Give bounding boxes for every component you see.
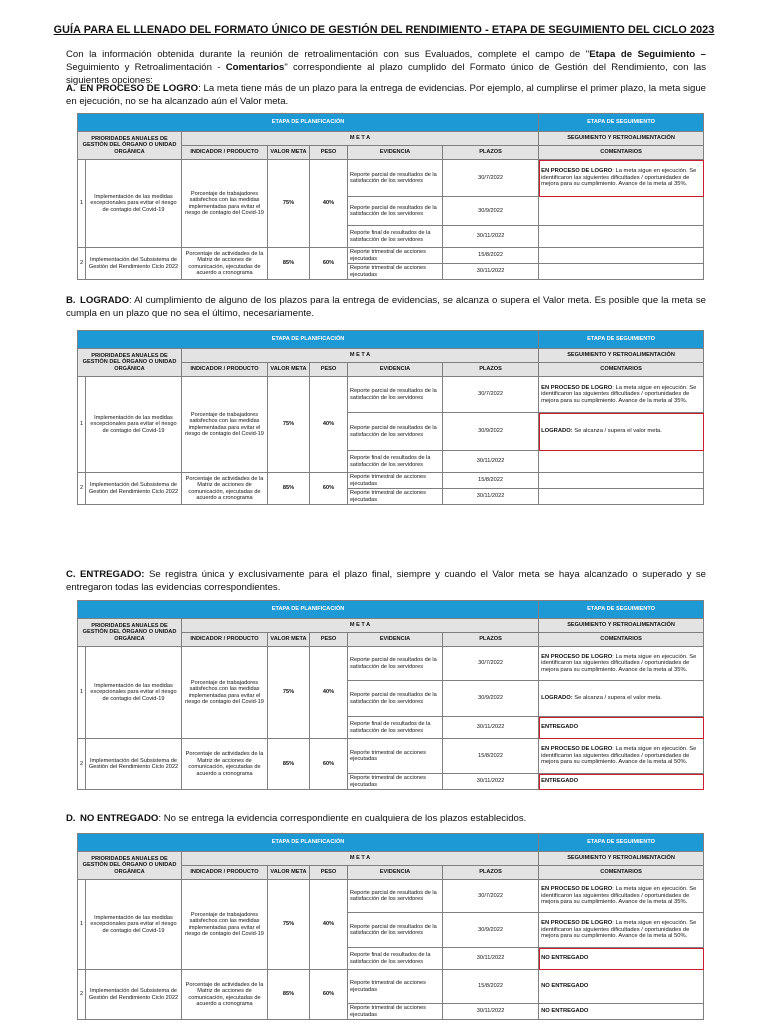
comment-keyword: EN PROCESO DE LOGRO	[541, 886, 613, 893]
col-deadlines: PLAZOS	[443, 146, 539, 160]
planning-header: ETAPA DE PLANIFICACIÓN	[78, 114, 539, 132]
priority-cell: Implementación de las medidas excepcionales para evitar el riesgo de contagio del Covid-19	[86, 377, 182, 473]
deadline-cell: 15/8/2022	[443, 970, 539, 1004]
section-d-keyword: NO ENTREGADO	[80, 813, 159, 824]
col-value: VALOR META	[268, 866, 310, 880]
evidence-cell: Reporte parcial de resultados de la satisfacción de los servidores	[348, 377, 443, 413]
evidence-cell: Reporte trimestral de acciones ejecutadas	[348, 1004, 443, 1020]
deadline-cell: 30/11/2022	[443, 264, 539, 280]
deadline-cell: 15/8/2022	[443, 473, 539, 489]
deadline-cell: 30/11/2022	[443, 226, 539, 248]
col-indicator: INDICADOR / PRODUCTO	[182, 633, 268, 647]
col-comments: COMENTARIOS	[539, 146, 704, 160]
col-evidence: EVIDENCIA	[348, 146, 443, 160]
section-b-text: : Al cumplimiento de alguno de los plazos para la entrega de evidencias, se alcanza o supera el Valor meta. Es posible que la meta se cumpla en un plazo que no sea el último, necesariamente.	[66, 295, 706, 319]
intro-bold-2: Comentarios	[225, 62, 285, 73]
comment-cell	[539, 413, 704, 451]
priority-cell: Implementación de las medidas excepcionales para evitar el riesgo de contagio del Covid-19	[86, 880, 182, 970]
evidence-cell: Reporte final de resultados de la satisfacción de los servidores	[348, 226, 443, 248]
col-evidence: EVIDENCIA	[348, 866, 443, 880]
deadline-cell: 30/11/2022	[443, 1004, 539, 1020]
deadline-cell: 30/11/2022	[443, 451, 539, 473]
col-indicator: INDICADOR / PRODUCTO	[182, 866, 268, 880]
evidence-cell: Reporte parcial de resultados de la satisfacción de los servidores	[348, 880, 443, 913]
row-number: 2	[78, 473, 86, 505]
col-deadlines: PLAZOS	[443, 866, 539, 880]
section-a	[66, 82, 706, 108]
comment-cell	[539, 489, 704, 505]
comment-cell	[539, 377, 704, 413]
evidence-cell: Reporte final de resultados de la satisfacción de los servidores	[348, 451, 443, 473]
document-title: GUÍA PARA EL LLENADO DEL FORMATO ÚNICO DE GESTIÓN DEL RENDIMIENTO - ETAPA DE SEGUIMIENTO DEL CICLO 2023	[53, 24, 715, 36]
priorities-header: PRIORIDADES ANUALES DE GESTIÓN DEL ÓRGANO O UNIDAD ORGÁNICA	[78, 619, 182, 647]
indicator-cell: Porcentaje de actividades de la Matriz de acciones de comunicación, ejecutadas de acuerdo a cronograma	[182, 970, 268, 1020]
row-number: 2	[78, 739, 86, 790]
comment-cell	[539, 681, 704, 717]
comment-keyword: LOGRADO:	[541, 428, 573, 435]
comment-keyword: EN PROCESO DE LOGRO	[541, 920, 613, 927]
col-weight: PESO	[310, 146, 348, 160]
meta-header: M E T A	[182, 852, 539, 866]
deadline-cell: 30/7/2022	[443, 160, 539, 197]
evidence-cell: Reporte parcial de resultados de la satisfacción de los servidores	[348, 913, 443, 948]
section-b-letter: B.	[66, 295, 76, 306]
value-cell: 75%	[268, 647, 310, 739]
weight-cell: 40%	[310, 377, 348, 473]
section-d	[66, 812, 706, 825]
deadline-cell: 30/7/2022	[443, 880, 539, 913]
evidence-cell: Reporte parcial de resultados de la satisfacción de los servidores	[348, 160, 443, 197]
indicator-cell: Porcentaje de trabajadores satisfechos con las medidas implementadas para evitar el riesgo de contagio del Covid-19	[182, 160, 268, 248]
evidence-cell: Reporte parcial de resultados de la satisfacción de los servidores	[348, 413, 443, 451]
comment-cell	[539, 739, 704, 774]
priority-cell: Implementación de las medidas excepcionales para evitar el riesgo de contagio del Covid-19	[86, 160, 182, 248]
col-comments: COMENTARIOS	[539, 633, 704, 647]
planning-header: ETAPA DE PLANIFICACIÓN	[78, 331, 539, 349]
comment-keyword: EN PROCESO DE LOGRO	[541, 168, 613, 175]
section-c-keyword: ENTREGADO:	[80, 569, 145, 580]
comment-cell: NO ENTREGADO	[539, 970, 704, 1004]
col-value: VALOR META	[268, 363, 310, 377]
indicator-cell: Porcentaje de trabajadores satisfechos con las medidas implementadas para evitar el riesgo de contagio del Covid-19	[182, 647, 268, 739]
priorities-header: PRIORIDADES ANUALES DE GESTIÓN DEL ÓRGANO O UNIDAD ORGÁNICA	[78, 852, 182, 880]
priority-cell: Implementación del Subsistema de Gestión del Rendimiento Ciclo 2022	[86, 739, 182, 790]
evidence-cell: Reporte final de resultados de la satisfacción de los servidores	[348, 948, 443, 970]
priority-cell: Implementación del Subsistema de Gestión del Rendimiento Ciclo 2022	[86, 248, 182, 280]
section-a-keyword: EN PROCESO DE LOGRO	[80, 83, 199, 94]
section-b-keyword: LOGRADO	[80, 295, 130, 306]
deadline-cell: 30/9/2022	[443, 913, 539, 948]
weight-cell: 40%	[310, 880, 348, 970]
value-cell: 75%	[268, 160, 310, 248]
value-cell: 75%	[268, 880, 310, 970]
row-number: 1	[78, 647, 86, 739]
comment-text: : La meta sigue en ejecución. Se identificaron las siguientes dificultades / oportunidades de mejora para su cumplimiento. Avance de la meta al 35%.	[541, 886, 697, 906]
intro-bold-1: Etapa de Seguimiento –	[589, 49, 706, 60]
followup-header: ETAPA DE SEGUIMIENTO	[539, 114, 704, 132]
comment-keyword: EN PROCESO DE LOGRO	[541, 653, 613, 660]
priority-cell: Implementación del Subsistema de Gestión del Rendimiento Ciclo 2022	[86, 970, 182, 1020]
section-d-letter: D.	[66, 813, 76, 824]
section-a-letter: A.	[66, 83, 76, 94]
row-number: 1	[78, 377, 86, 473]
comment-keyword: EN PROCESO DE LOGRO	[541, 384, 613, 391]
comment-cell	[539, 451, 704, 473]
section-d-text: : No se entrega la evidencia correspondiente en cualquiera de los plazos establecidos.	[158, 813, 527, 824]
comment-cell	[539, 197, 704, 226]
section-a-text: : La meta tiene más de un plazo para la entrega de evidencias. Por ejemplo, al cumplirse el primer plazo, la meta sigue en ejecución, no se ha alcanzado aún el Valor meta.	[66, 83, 706, 107]
comment-text: Se alcanza / supera el valor meta.	[572, 695, 662, 702]
evidence-cell: Reporte trimestral de acciones ejecutadas	[348, 248, 443, 264]
evidence-cell: Reporte trimestral de acciones ejecutadas	[348, 970, 443, 1004]
followup-subheader: SEGUIMIENTO Y RETROALIMENTACIÓN	[539, 132, 704, 146]
row-number: 2	[78, 248, 86, 280]
comment-text: : La meta sigue en ejecución. Se identificaron las siguientes dificultades / oportunidades de mejora para su cumplimiento. Avance de la meta al 35%.	[541, 653, 697, 673]
weight-cell: 60%	[310, 739, 348, 790]
indicator-cell: Porcentaje de trabajadores satisfechos con las medidas implementadas para evitar el riesgo de contagio del Covid-19	[182, 377, 268, 473]
section-c-letter: C.	[66, 569, 76, 580]
weight-cell: 40%	[310, 647, 348, 739]
col-comments: COMENTARIOS	[539, 866, 704, 880]
intro-text-3: " correspondiente al plazo cumplido del Formato único de Gestión del Rendimiento, con las siguientes opciones:	[66, 62, 707, 86]
value-cell: 75%	[268, 377, 310, 473]
deadline-cell: 15/8/2022	[443, 739, 539, 774]
followup-header: ETAPA DE SEGUIMIENTO	[539, 601, 704, 619]
col-weight: PESO	[310, 633, 348, 647]
section-c	[66, 568, 706, 594]
comment-cell	[539, 226, 704, 248]
col-deadlines: PLAZOS	[443, 363, 539, 377]
weight-cell: 60%	[310, 970, 348, 1020]
deadline-cell: 30/9/2022	[443, 681, 539, 717]
indicator-cell: Porcentaje de actividades de la Matriz de acciones de comunicación, ejecutadas de acuerdo a cronograma	[182, 739, 268, 790]
col-evidence: EVIDENCIA	[348, 363, 443, 377]
meta-header: M E T A	[182, 349, 539, 363]
value-cell: 85%	[268, 970, 310, 1020]
followup-header: ETAPA DE SEGUIMIENTO	[539, 331, 704, 349]
section-b	[66, 294, 706, 320]
row-number: 1	[78, 880, 86, 970]
deadline-cell: 30/11/2022	[443, 774, 539, 790]
section-c-text: Se registra única y exclusivamente para el plazo final, siempre y cuando el Valor meta se haya alcanzado o superado y se entregaron todas las evidencias correspondientes.	[66, 569, 706, 593]
evidence-cell: Reporte trimestral de acciones ejecutadas	[348, 264, 443, 280]
evidence-cell: Reporte trimestral de acciones ejecutadas	[348, 489, 443, 505]
evidence-cell: Reporte trimestral de acciones ejecutadas	[348, 739, 443, 774]
evidence-cell: Reporte final de resultados de la satisfacción de los servidores	[348, 717, 443, 739]
meta-header: M E T A	[182, 619, 539, 633]
comment-cell	[539, 880, 704, 913]
comment-cell	[539, 264, 704, 280]
deadline-cell: 30/9/2022	[443, 413, 539, 451]
deadline-cell: 30/9/2022	[443, 197, 539, 226]
col-weight: PESO	[310, 866, 348, 880]
comment-cell: NO ENTREGADO	[539, 1004, 704, 1020]
weight-cell: 60%	[310, 473, 348, 505]
indicator-cell: Porcentaje de actividades de la Matriz de acciones de comunicación, ejecutadas de acuerdo a cronograma	[182, 248, 268, 280]
evidence-cell: Reporte parcial de resultados de la satisfacción de los servidores	[348, 681, 443, 717]
priorities-header: PRIORIDADES ANUALES DE GESTIÓN DEL ÓRGANO O UNIDAD ORGÁNICA	[78, 349, 182, 377]
table-a	[77, 113, 704, 280]
intro-text-2: Seguimiento y Retroalimentación -	[66, 62, 226, 73]
comment-cell	[539, 160, 704, 197]
col-value: VALOR META	[268, 633, 310, 647]
followup-subheader: SEGUIMIENTO Y RETROALIMENTACIÓN	[539, 852, 704, 866]
row-number: 2	[78, 970, 86, 1020]
comment-cell: ENTREGADO	[539, 717, 704, 739]
evidence-cell: Reporte parcial de resultados de la satisfacción de los servidores	[348, 197, 443, 226]
comment-text: : La meta sigue en ejecución. Se identificaron las siguientes dificultades / oportunidades de mejora para su cumplimiento. Avance de la meta al 50%.	[541, 920, 697, 940]
comment-text: : La meta sigue en ejecución. Se identificaron las siguientes dificultades / oportunidades de mejora para su cumplimiento. Avance de la meta al 35%.	[541, 168, 697, 188]
deadline-cell: 30/7/2022	[443, 647, 539, 681]
comment-text: : La meta sigue en ejecución. Se identificaron las siguientes dificultades / oportunidades de mejora para su cumplimiento. Avance de la meta al 50%.	[541, 746, 697, 766]
row-number: 1	[78, 160, 86, 248]
intro-text-1: Con la información obtenida durante la reunión de retroalimentación con sus Evaluados, complete el campo de "	[66, 49, 590, 60]
priorities-header: PRIORIDADES ANUALES DE GESTIÓN DEL ÓRGANO O UNIDAD ORGÁNICA	[78, 132, 182, 160]
followup-subheader: SEGUIMIENTO Y RETROALIMENTACIÓN	[539, 349, 704, 363]
weight-cell: 60%	[310, 248, 348, 280]
col-indicator: INDICADOR / PRODUCTO	[182, 146, 268, 160]
comment-cell	[539, 647, 704, 681]
planning-header: ETAPA DE PLANIFICACIÓN	[78, 834, 539, 852]
col-value: VALOR META	[268, 146, 310, 160]
deadline-cell: 30/7/2022	[443, 377, 539, 413]
meta-header: M E T A	[182, 132, 539, 146]
deadline-cell: 30/11/2022	[443, 948, 539, 970]
col-comments: COMENTARIOS	[539, 363, 704, 377]
comment-keyword: EN PROCESO DE LOGRO	[541, 746, 613, 753]
followup-header: ETAPA DE SEGUIMIENTO	[539, 834, 704, 852]
comment-cell: ENTREGADO	[539, 774, 704, 790]
deadline-cell: 30/11/2022	[443, 717, 539, 739]
comment-cell	[539, 248, 704, 264]
indicator-cell: Porcentaje de trabajadores satisfechos con las medidas implementadas para evitar el riesgo de contagio del Covid-19	[182, 880, 268, 970]
planning-header: ETAPA DE PLANIFICACIÓN	[78, 601, 539, 619]
value-cell: 85%	[268, 248, 310, 280]
value-cell: 85%	[268, 739, 310, 790]
priority-cell: Implementación del Subsistema de Gestión del Rendimiento Ciclo 2022	[86, 473, 182, 505]
col-deadlines: PLAZOS	[443, 633, 539, 647]
table-d	[77, 833, 704, 1020]
value-cell: 85%	[268, 473, 310, 505]
comment-cell	[539, 473, 704, 489]
comment-cell: NO ENTREGADO	[539, 948, 704, 970]
comment-text: Se alcanza / supera el valor meta.	[572, 428, 662, 435]
priority-cell: Implementación de las medidas excepcionales para evitar el riesgo de contagio del Covid-19	[86, 647, 182, 739]
comment-text: : La meta sigue en ejecución. Se identificaron las siguientes dificultades / oportunidades de mejora para su cumplimiento. Avance de la meta al 35%.	[541, 384, 697, 404]
indicator-cell: Porcentaje de actividades de la Matriz de acciones de comunicación, ejecutadas de acuerdo a cronograma	[182, 473, 268, 505]
evidence-cell: Reporte trimestral de acciones ejecutadas	[348, 473, 443, 489]
col-indicator: INDICADOR / PRODUCTO	[182, 363, 268, 377]
col-evidence: EVIDENCIA	[348, 633, 443, 647]
followup-subheader: SEGUIMIENTO Y RETROALIMENTACIÓN	[539, 619, 704, 633]
evidence-cell: Reporte parcial de resultados de la satisfacción de los servidores	[348, 647, 443, 681]
table-b	[77, 330, 704, 505]
comment-cell	[539, 913, 704, 948]
comment-keyword: LOGRADO:	[541, 695, 573, 702]
table-c	[77, 600, 704, 790]
deadline-cell: 30/11/2022	[443, 489, 539, 505]
col-weight: PESO	[310, 363, 348, 377]
deadline-cell: 15/8/2022	[443, 248, 539, 264]
evidence-cell: Reporte trimestral de acciones ejecutadas	[348, 774, 443, 790]
weight-cell: 40%	[310, 160, 348, 248]
